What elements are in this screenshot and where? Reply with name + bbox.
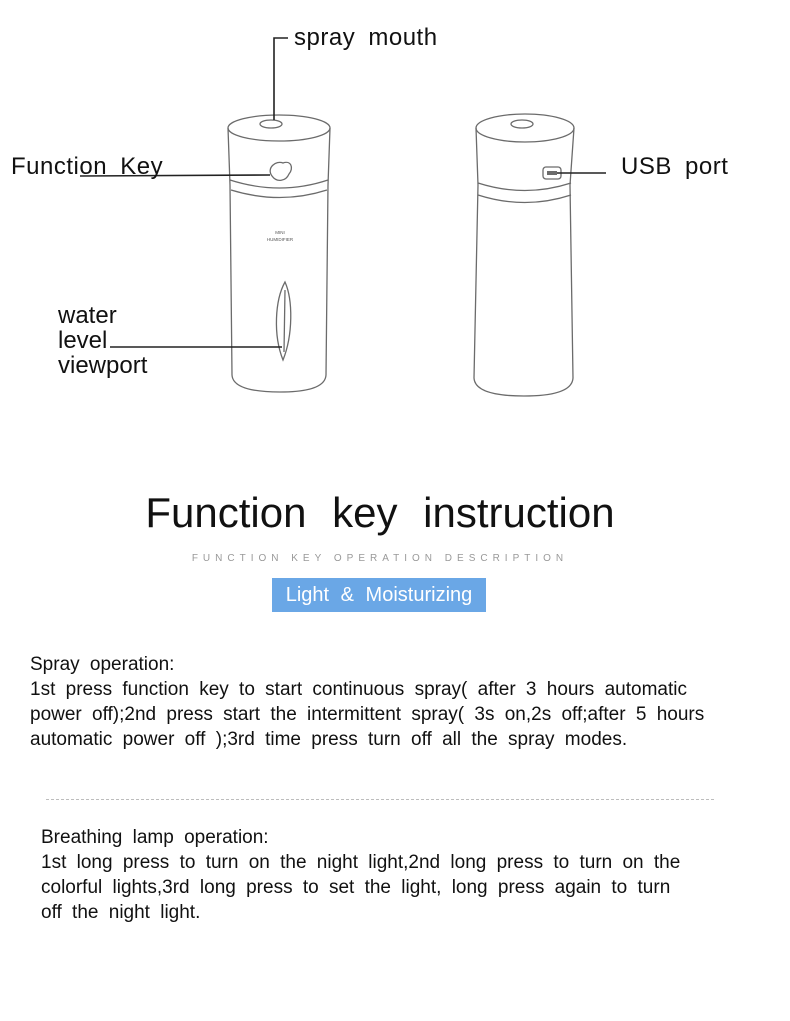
lamp-operation-line: off the night light. — [41, 902, 201, 923]
lamp-operation-line: 1st long press to turn on the night light,2nd long press to turn on the — [41, 852, 681, 873]
spray-mouth-label: spray mouth — [294, 24, 438, 51]
humidifier-front-drawing — [228, 115, 330, 392]
water-level-label-line: level — [58, 327, 108, 354]
lamp-operation-section — [41, 825, 680, 925]
function-key-leaf-icon — [270, 162, 291, 180]
spray-operation-line: 1st press function key to start continuous spray( after 3 hours automatic — [30, 679, 687, 700]
usb-port-label: USB port — [621, 153, 729, 180]
page-subtitle: FUNCTION KEY OPERATION DESCRIPTION — [191, 553, 569, 564]
function-key-label: Function Key — [11, 153, 164, 180]
device-brand-line2: HUMIDIFIER — [266, 237, 294, 242]
lamp-operation-line: colorful lights,3rd long press to set the light, long press again to turn — [41, 877, 671, 898]
spray-operation-line: automatic power off );3rd time press turn off all the spray modes. — [30, 729, 628, 750]
lamp-operation-heading: Breathing lamp operation: — [41, 827, 269, 848]
humidifier-back-drawing — [474, 114, 574, 396]
device-brand-line1: MINI — [275, 230, 285, 235]
mode-badge: Light & Moisturizing — [272, 578, 486, 612]
water-level-label — [58, 303, 147, 378]
spray-mouth-callout-line — [274, 38, 288, 120]
page-title: Function key instruction — [145, 489, 615, 536]
spray-operation-heading: Spray operation: — [30, 654, 175, 675]
water-level-label-line: viewport — [58, 352, 148, 379]
water-level-label-line: water — [58, 302, 117, 329]
spray-operation-section — [30, 652, 704, 752]
spray-operation-line: power off);2nd press start the intermittent spray( 3s on,2s off;after 5 hours — [30, 704, 705, 725]
section-divider — [46, 799, 714, 800]
